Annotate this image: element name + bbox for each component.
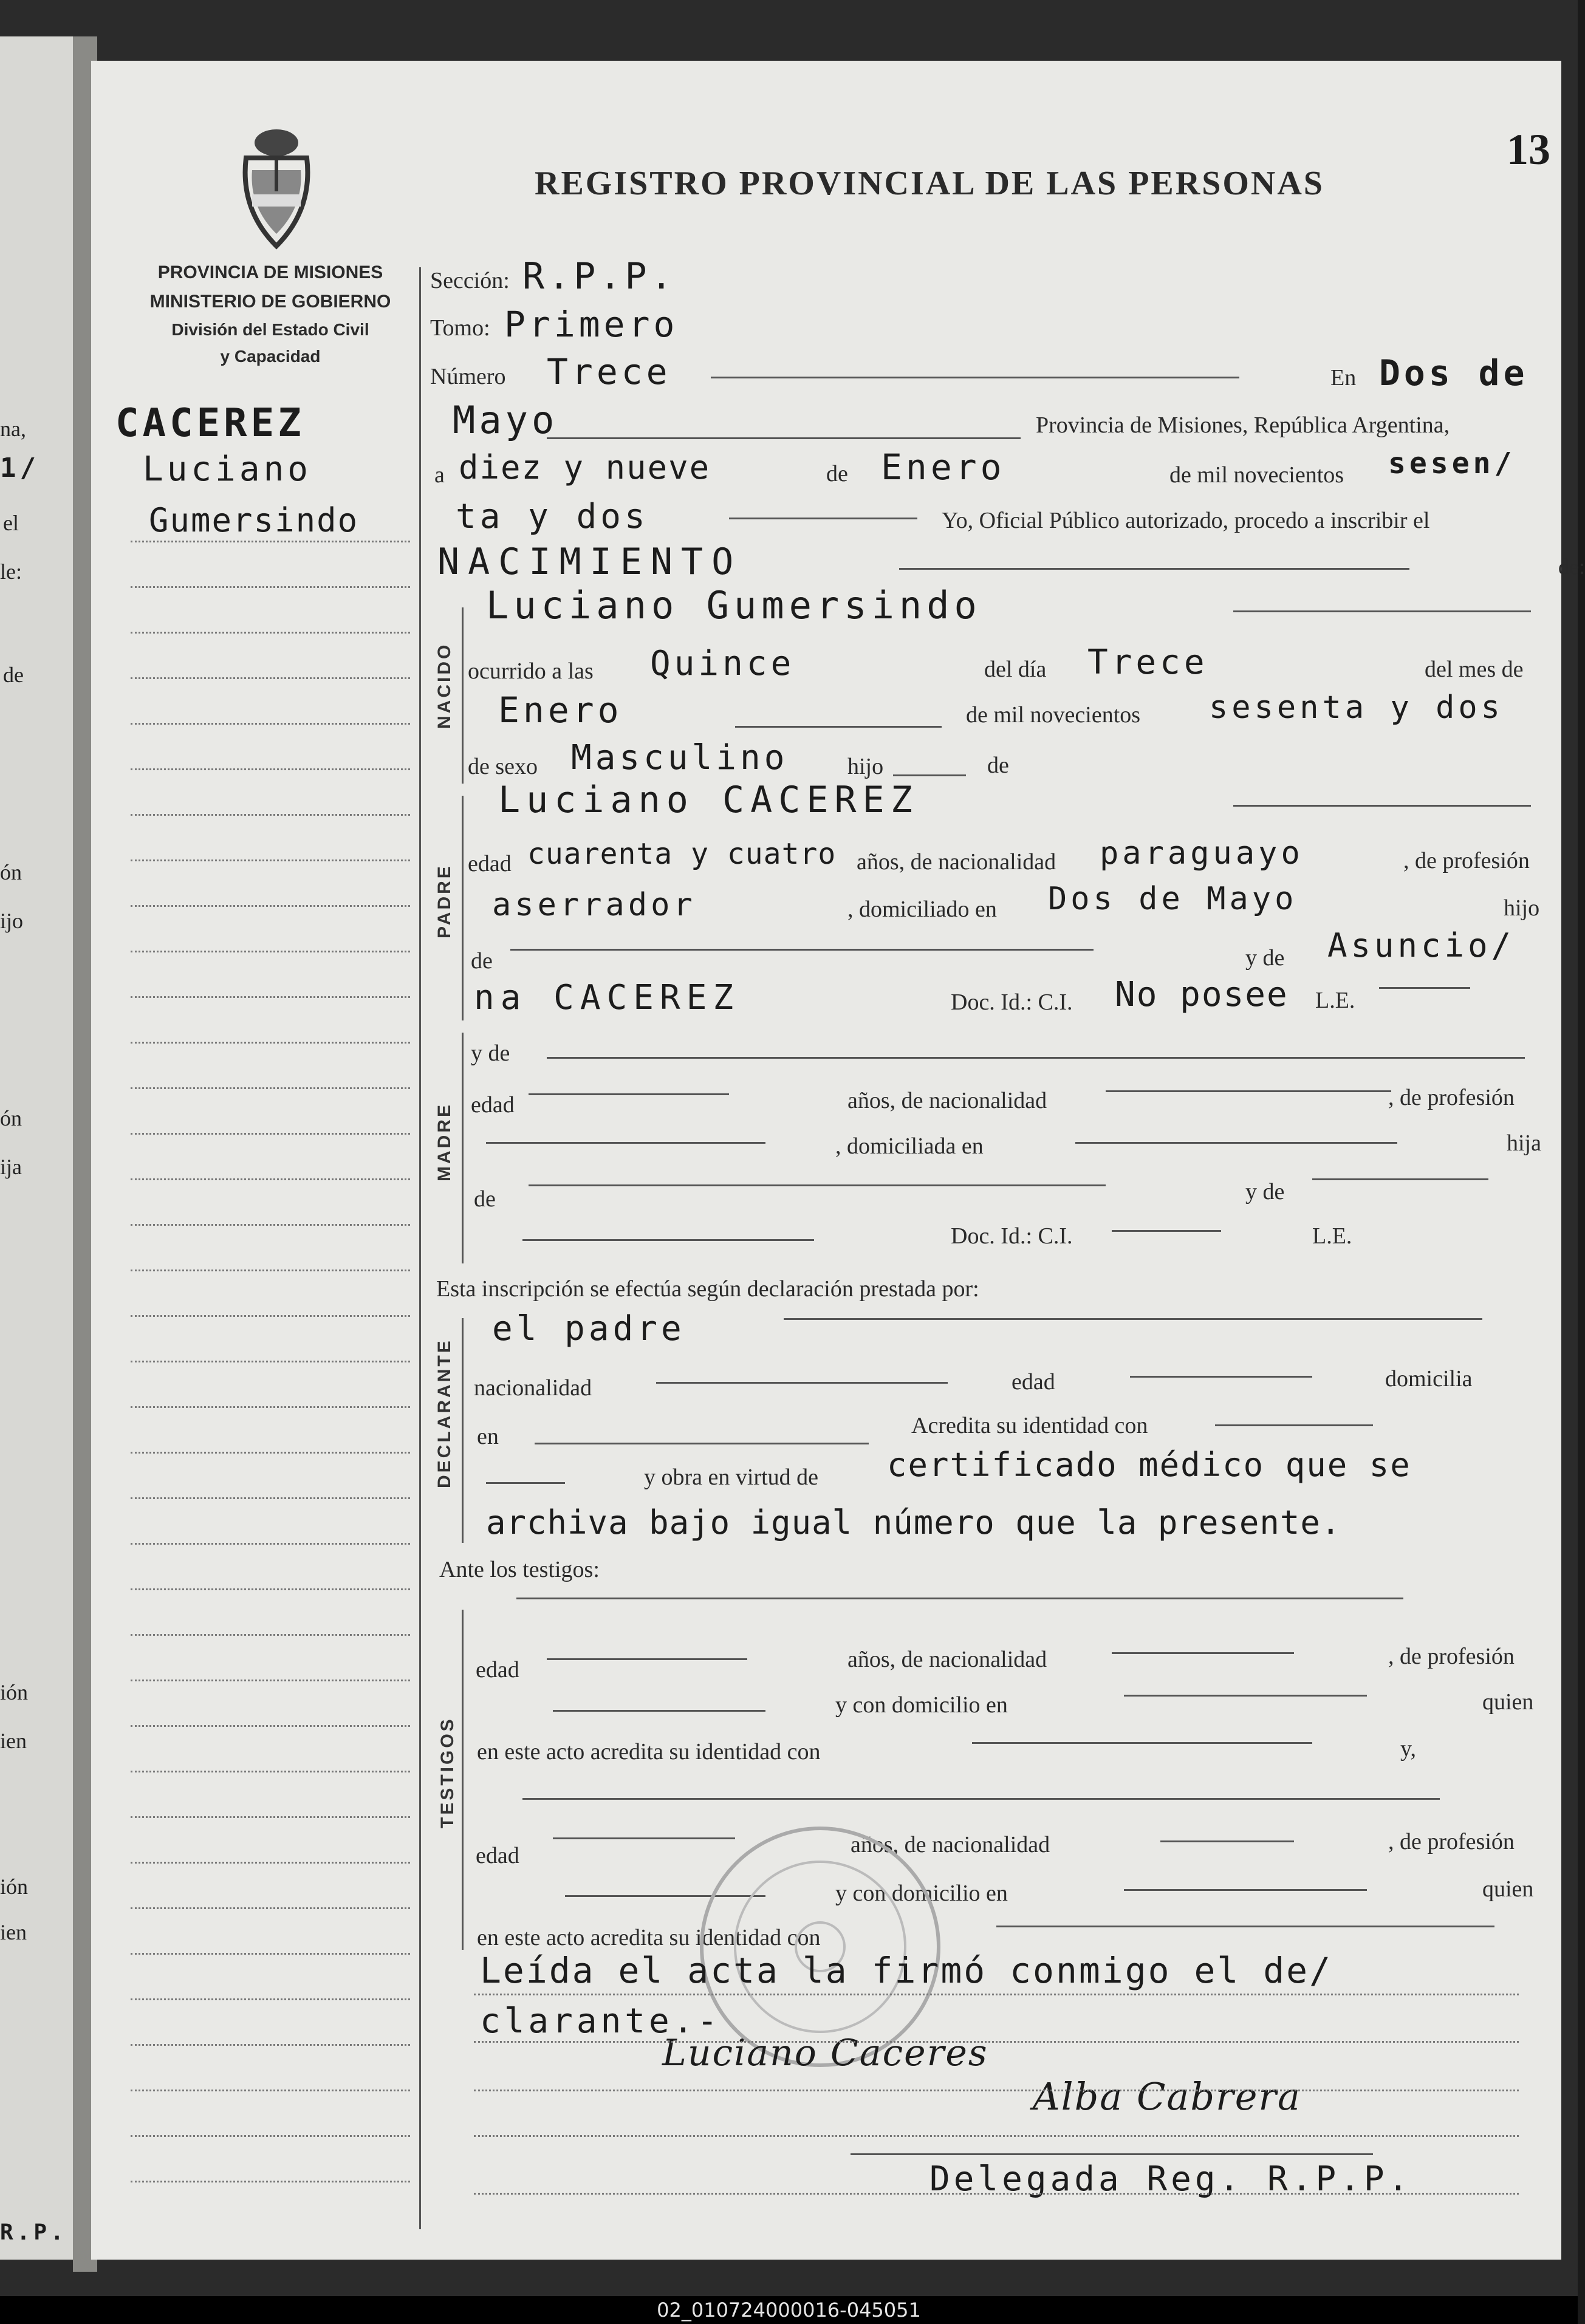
left-fragment: ón [0, 1106, 22, 1130]
org-division: División del Estado Civil [171, 320, 369, 339]
padre-doc-label: Doc. Id.: C.I. [951, 989, 1073, 1015]
padre-rule [462, 796, 464, 1020]
day-label: del día [984, 657, 1047, 682]
madre-doc-label: Doc. Id.: C.I. [951, 1223, 1073, 1249]
testigo2-dom-label: y con domicilio en [835, 1881, 1008, 1906]
testigo1-dom-label: y con domicilio en [835, 1692, 1008, 1718]
padre-nac-label: años, de nacionalidad [857, 849, 1056, 875]
declarante-virtud-value: certificado médico que se [887, 1446, 1411, 1484]
page-title: REGISTRO PROVINCIAL DE LAS PERSONAS [535, 165, 1324, 202]
child-name: Luciano Gumersindo [486, 583, 982, 627]
testigo2-acredita-label: en este acto acredita su identidad con [477, 1925, 821, 1950]
testigo2-edad-label: edad [476, 1843, 519, 1868]
madre-le-label: L.E. [1312, 1223, 1352, 1249]
left-fragment: ijo [0, 909, 24, 933]
org-province: PROVINCIA DE MISIONES [157, 262, 383, 282]
tomo-label: Tomo: [430, 315, 490, 341]
page-number: 13 [1507, 125, 1550, 174]
org-block [125, 258, 416, 370]
margin-surname: CACEREZ [115, 401, 305, 446]
testigo1-quien-label: quien [1482, 1689, 1534, 1715]
nacido-label: NACIDO [434, 642, 454, 729]
left-fragment: de [3, 663, 24, 687]
testigo1-acredita-label: en este acto acredita su identidad con [477, 1739, 821, 1765]
padre-edad-value: cuarenta y cuatro [527, 837, 837, 871]
declarant-signature: Luciano Caceres [662, 2032, 988, 2074]
declarante-edad-label: edad [1012, 1369, 1055, 1395]
year-value-nacido: sesenta y dos [1209, 689, 1504, 726]
coat-of-arms-icon [234, 125, 319, 252]
en-label: En [1330, 365, 1357, 391]
left-fragment: ión [0, 1875, 29, 1899]
testigo1-y-label: y, [1400, 1736, 1417, 1762]
testigo2-nac-label: años, de nacionalidad [851, 1832, 1050, 1857]
left-fragment: ien [0, 1920, 27, 1944]
declarante-en-label: en [477, 1424, 499, 1449]
de-label: de [826, 461, 848, 487]
province-text: Provincia de Misiones, República Argentina, [1036, 412, 1450, 438]
left-fragment: ija [0, 1155, 22, 1179]
testigo1-edad-label: edad [476, 1657, 519, 1683]
hour-label: ocurrido a las [468, 658, 594, 684]
place-value: Mayo [453, 398, 558, 442]
declarante-nac-label: nacionalidad [474, 1375, 592, 1401]
padre-mother-value-continued: na CACEREZ [474, 978, 740, 1017]
padre-le-label: L.E. [1315, 988, 1355, 1013]
padre-label: PADRE [434, 864, 454, 938]
officer-signature: Alba Cabrera [1033, 2074, 1301, 2119]
year-label: de mil novecientos [1169, 462, 1344, 488]
hijo-label: hijo [847, 754, 884, 779]
sex-value: Masculino [571, 738, 789, 778]
margin-name-2: Gumersindo [149, 501, 359, 539]
org-capacidad: y Capacidad [220, 347, 321, 366]
margin-rule [419, 267, 421, 2229]
officer-stamp-line: Delegada Reg. R.P.P. [929, 2159, 1412, 2199]
testigo1-prof-label: , de profesión [1388, 1644, 1515, 1669]
left-fragment: 1/ [0, 453, 39, 484]
left-fragment: ien [0, 1729, 27, 1753]
sex-label: de sexo [468, 754, 538, 779]
declarante-rule [462, 1318, 464, 1543]
file-id: 02_010724000016-045051 [657, 2298, 921, 2322]
month-label: del mes de [1425, 657, 1524, 682]
act-value: NACIMIENTO [437, 541, 742, 583]
madre-de-label: de [474, 1186, 496, 1212]
father-name: Luciano CACEREZ [498, 779, 919, 821]
left-fragment: na, [0, 417, 26, 441]
closing-text-1: Leída el acta la firmó conmigo el de/ [480, 1950, 1333, 1991]
declarante-label: DECLARANTE [434, 1338, 454, 1488]
testigo2-prof-label: , de profesión [1388, 1829, 1515, 1854]
padre-nac-value: paraguayo [1100, 835, 1304, 872]
padre-prof-value: aserrador [492, 887, 696, 923]
padre-prof-label: , de profesión [1403, 848, 1530, 873]
declarante-virtud-value-continued: archiva bajo igual número que la presente. [486, 1503, 1341, 1542]
madre-edad-label: edad [471, 1092, 515, 1118]
padre-dom-label: , domiciliado en [847, 897, 997, 922]
padre-y-de-label: y de [1245, 945, 1285, 971]
left-fragment: le: [0, 559, 22, 584]
madre-rule [462, 1033, 464, 1263]
month-value: Enero [881, 446, 1005, 488]
day-value-nacido: Trece [1087, 643, 1208, 682]
seccion-value: R.P.P. [522, 255, 676, 298]
madre-label: MADRE [434, 1102, 454, 1181]
margin-name-1: Luciano [143, 449, 312, 489]
madre-hija-label: hija [1507, 1130, 1541, 1156]
nacido-de-label: de [987, 753, 1009, 778]
padre-hijo-label: hijo [1504, 895, 1540, 921]
madre-y-de2-label: y de [1245, 1179, 1285, 1205]
numero-label: Número [430, 364, 506, 389]
testigos-label: TESTIGOS [437, 1717, 457, 1828]
en-value: Dos de [1379, 352, 1529, 394]
numero-value: Trece [547, 351, 671, 392]
declarante-acredita-label: Acredita su identidad con [911, 1413, 1148, 1438]
testigo2-quien-label: quien [1482, 1876, 1534, 1902]
testigos-rule [462, 1610, 464, 1950]
seccion-label: Sección: [430, 268, 510, 293]
tomo-value: Primero [504, 304, 679, 345]
declarante-dom-label: domicilia [1385, 1366, 1473, 1392]
padre-de-label: de [471, 948, 493, 974]
declarante-intro: Esta inscripción se efectúa según declaración prestada por: [436, 1276, 979, 1302]
nacido-rule [462, 607, 464, 784]
madre-prof-label: , de profesión [1388, 1085, 1515, 1110]
left-fragment: ón [0, 860, 22, 884]
padre-dom-value: Dos de Mayo [1048, 881, 1298, 917]
year-value: sesen/ [1388, 446, 1516, 480]
year-label-nacido: de mil novecientos [966, 702, 1141, 728]
padre-mother-value: Asuncio/ [1327, 926, 1515, 965]
madre-dom-label: , domiciliada en [835, 1133, 984, 1159]
testigos-intro: Ante los testigos: [439, 1557, 600, 1582]
a-label: a [434, 462, 445, 488]
year-value-continued: ta y dos [456, 497, 649, 536]
hour-value: Quince [650, 644, 795, 683]
left-fragment: el [3, 511, 19, 535]
org-ministry: MINISTERIO DE GOBIERNO [149, 292, 391, 312]
testigo1-nac-label: años, de nacionalidad [847, 1647, 1047, 1672]
de-colon: de: [1558, 555, 1585, 579]
declarante-value: el padre [492, 1309, 685, 1348]
official-text: Yo, Oficial Público autorizado, procedo a inscribir el [942, 508, 1430, 533]
padre-doc-value: No posee [1115, 975, 1289, 1014]
madre-y-de-label: y de [471, 1041, 510, 1066]
madre-nac-label: años, de nacionalidad [847, 1088, 1047, 1113]
closing-text-2: clarante.- [480, 2001, 722, 2041]
left-fragment: R.P. [0, 2220, 67, 2245]
declarante-virtud-label: y obra en virtud de [644, 1464, 819, 1490]
day-value: diez y nueve [459, 448, 711, 487]
left-fragment: ión [0, 1680, 29, 1704]
padre-edad-label: edad [468, 851, 512, 877]
month-value-nacido: Enero [498, 689, 623, 731]
